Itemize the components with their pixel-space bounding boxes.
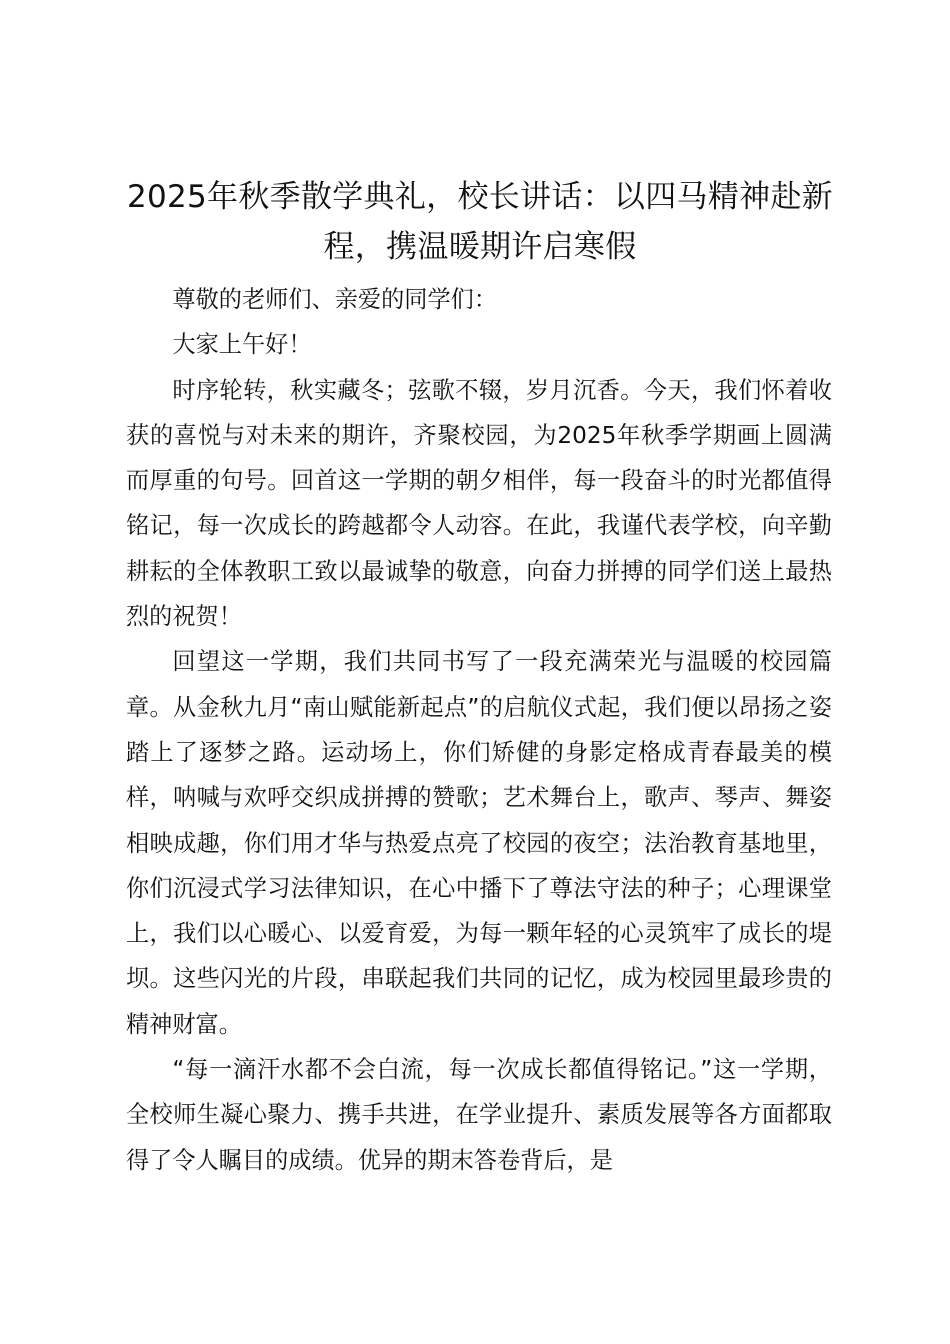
salutation-paragraph: 尊敬的老师们、亲爱的同学们： [172,286,498,313]
body-paragraph: 回望这一学期，我们共同书写了一段充满荣光与温暖的校园篇章。从金秋九月“南山赋能新起点”的启航仪式起，我们便以昂扬之姿踏上了逐梦之路。运动场上，你们矫健的身影定格成青春最美的模样，呐喊与欢呼交织成拼搏的赞歌；艺术舞台上，歌声、琴声、舞姿相映成趣，你们用才华与热爱点亮了校园的夜空；法治教育基地里，你们沉浸式学习法律知识，在心中播下了尊法守法的种子；心理课堂上，我们以心暖心、以爱育爱，为每一颗年轻的心灵筑牢了成长的堤坝。这些闪光的片段，串联起我们共同的记忆，成为校园里最珍贵的精神财富。 [126,648,832,1038]
document-title: 2025年秋季散学典礼，校长讲话：以四马精神赴新程，携温暖期许启寒假 [126,179,834,265]
greeting-paragraph: 大家上午好！ [172,331,312,359]
body-paragraph: 时序轮转，秋实藏冬；弦歌不辍，岁月沉香。今天，我们怀着收获的喜悦与对未来的期许，齐聚校园，为2025年秋季学期画上圆满而厚重的句号。回首这一学期的朝夕相伴，每一段奋斗的时光都值得铭记，每一次成长的跨越都令人动容。在此，我谨代表学校，向辛勤耕耘的全体教职工致以最诚挚的敬意，向奋力拼搏的同学们送上最热烈的祝贺！ [126,376,832,631]
body-paragraph: “每一滴汗水都不会白流，每一次成长都值得铭记。”这一学期，全校师生凝心聚力、携手共进，在学业提升、素质发展等各方面都取得了令人瞩目的成绩。优异的期末答卷背后，是 [126,1056,832,1174]
document-body [126,277,832,1183]
